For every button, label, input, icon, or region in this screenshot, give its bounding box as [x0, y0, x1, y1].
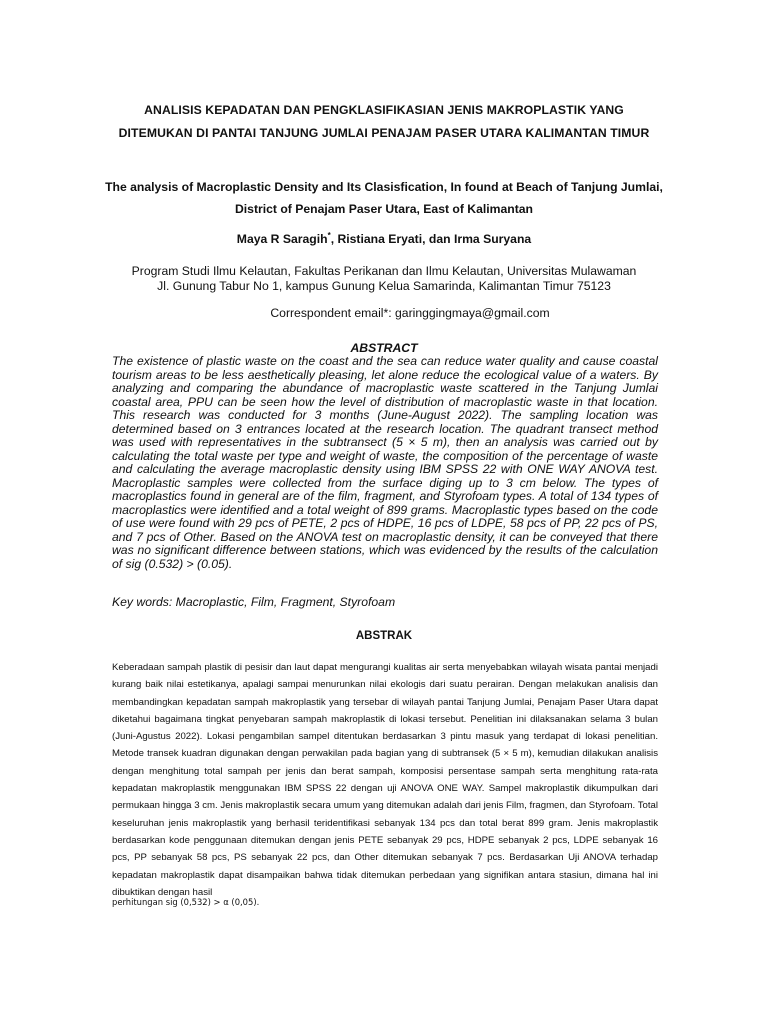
affiliation-line-2: Jl. Gunung Tabur No 1, kampus Gunung Kelua Samarinda, Kalimantan Timur 75123: [157, 279, 611, 293]
abstract-body: The existence of plastic waste on the coast and the sea can reduce water quality and cause coastal tourism areas to be less aesthetically pleasing, let alone reduce the ecological value of a waters. By analyzing and comparing the abundance of macroplastic waste scattered in the Tanjung Jumlai coastal area, PPU can be seen how the level of distribution of macroplastic waste in that location. This research was conducted for 3 months (June-August 2022). The sampling location was determined based on 3 entrances located at the research location. The quadrant transect method was used with representatives in the subtransect (5 × 5 m), then an analysis was carried out by calculating the total waste per type and weight of waste, the composition of the percentage of waste and calculating the average macroplastic density using IBM SPSS 22 with ONE WAY ANOVA test. Macroplastic samples were collected from the surface diging up to 3 cm below. The types of macroplastics found in general are of the film, fragment, and Styrofoam types. A total of 134 types of macroplastics were identified and a total weight of 899 grams. Macroplastic types based on the code of use were found with 29 pcs of PETE, 2 pcs of HDPE, 16 pcs of LDPE, 58 pcs of PP, 22 pcs of PS, and 7 pcs of Other. Based on the ANOVA test on macroplastic density, it can be conveyed that there was no significant difference between stations, which was evidenced by the results of the calculation of sig (0.532) > (0.05).: [112, 354, 658, 571]
affiliation: [95, 264, 673, 294]
abstrak-body: Keberadaan sampah plastik di pesisir dan laut dapat mengurangi kualitas air serta menyebabkan wilayah wisata pantai menjadi kurang baik nilai estetikanya, apalagi sampai menurunkan nilai ekologis dari suatu perairan. Dengan melakukan analisis dan membandingkan kepadatan sampah makroplastik yang tersebar di wilayah pantai Tanjung Jumlai, Penajam Paser Utara dapat diketahui bagaimana tingkat penyebaran sampah makroplastik di lokasi tersebut. Penelitian ini dilaksanakan selama 3 bulan (Juni-Agustus 2022). Lokasi pengambilan sampel ditentukan berdasarkan 3 pintu masuk yang terdapat di lokasi penelitian. Metode transek kuadran digunakan dengan perwakilan pada bagian yang di subtransek (5 × 5 m), kemudian dilakukan analisis dengan menghitung total sampah per jenis dan berat sampah, komposisi persentase sampah serta menghitung rata-rata kepadatan makroplastik menggunakan IBM SPSS 22 dengan uji ANOVA ONE WAY. Sampel makroplastik dikumpulkan dari permukaan hingga 3 cm. Jenis makroplastik secara umum yang ditemukan adalah dari jenis Film, fragmen, dan Styrofoam. Total keseluruhan jenis makroplastik yang berhasil teridentifikasi sebanyak 134 pcs dan total berat 899 gram. Jenis makroplastik berdasarkan kode penggunaan ditemukan dengan jenis PETE sebanyak 29 pcs, HDPE sebanyak 2 pcs, LDPE sebanyak 16 pcs, PP sebanyak 58 pcs, PS sebanyak 22 pcs, dan Other ditemukan sebanyak 7 pcs. Berdasarkan Uji ANOVA terhadap kepadatan makroplastik dapat disampaikan bahwa tidak ditemukan perbedaan yang signifikan antara stasiun, dimana hal ini dibuktikan dengan hasil: [112, 662, 658, 898]
author-list: [100, 229, 668, 249]
first-author: Maya R Saragih: [236, 232, 328, 246]
abstrak-last-line: perhitungan sig (0,532) > α (0,05).: [112, 897, 260, 907]
abstrak-heading: ABSTRAK: [355, 630, 413, 642]
corresponding-author-mark: *: [327, 231, 331, 240]
keywords: Key words: Macroplastic, Film, Fragment, Styrofoam: [112, 595, 396, 609]
abstract-heading: ABSTRACT: [350, 341, 418, 355]
affiliation-line-1: Program Studi Ilmu Kelautan, Fakultas Perikanan dan Ilmu Kelautan, Universitas Mulawaman: [131, 264, 637, 278]
correspondent-email: Correspondent email*: garinggingmaya@gmail.com: [270, 306, 550, 320]
english-title: The analysis of Macroplastic Density and Its Clasisfication, In found at Beach of Tanjung Jumlai, District of Penajam Paser Utara, East of Kalimantan: [105, 180, 663, 216]
co-authors: , Ristiana Eryati, dan Irma Suryana: [330, 232, 532, 246]
paper-title: ANALISIS KEPADATAN DAN PENGKLASIFIKASIAN JENIS MAKROPLASTIK YANG DITEMUKAN DI PANTAI TANJUNG JUMLAI PENAJAM PASER UTARA KALIMANTAN TIMUR: [118, 103, 650, 140]
